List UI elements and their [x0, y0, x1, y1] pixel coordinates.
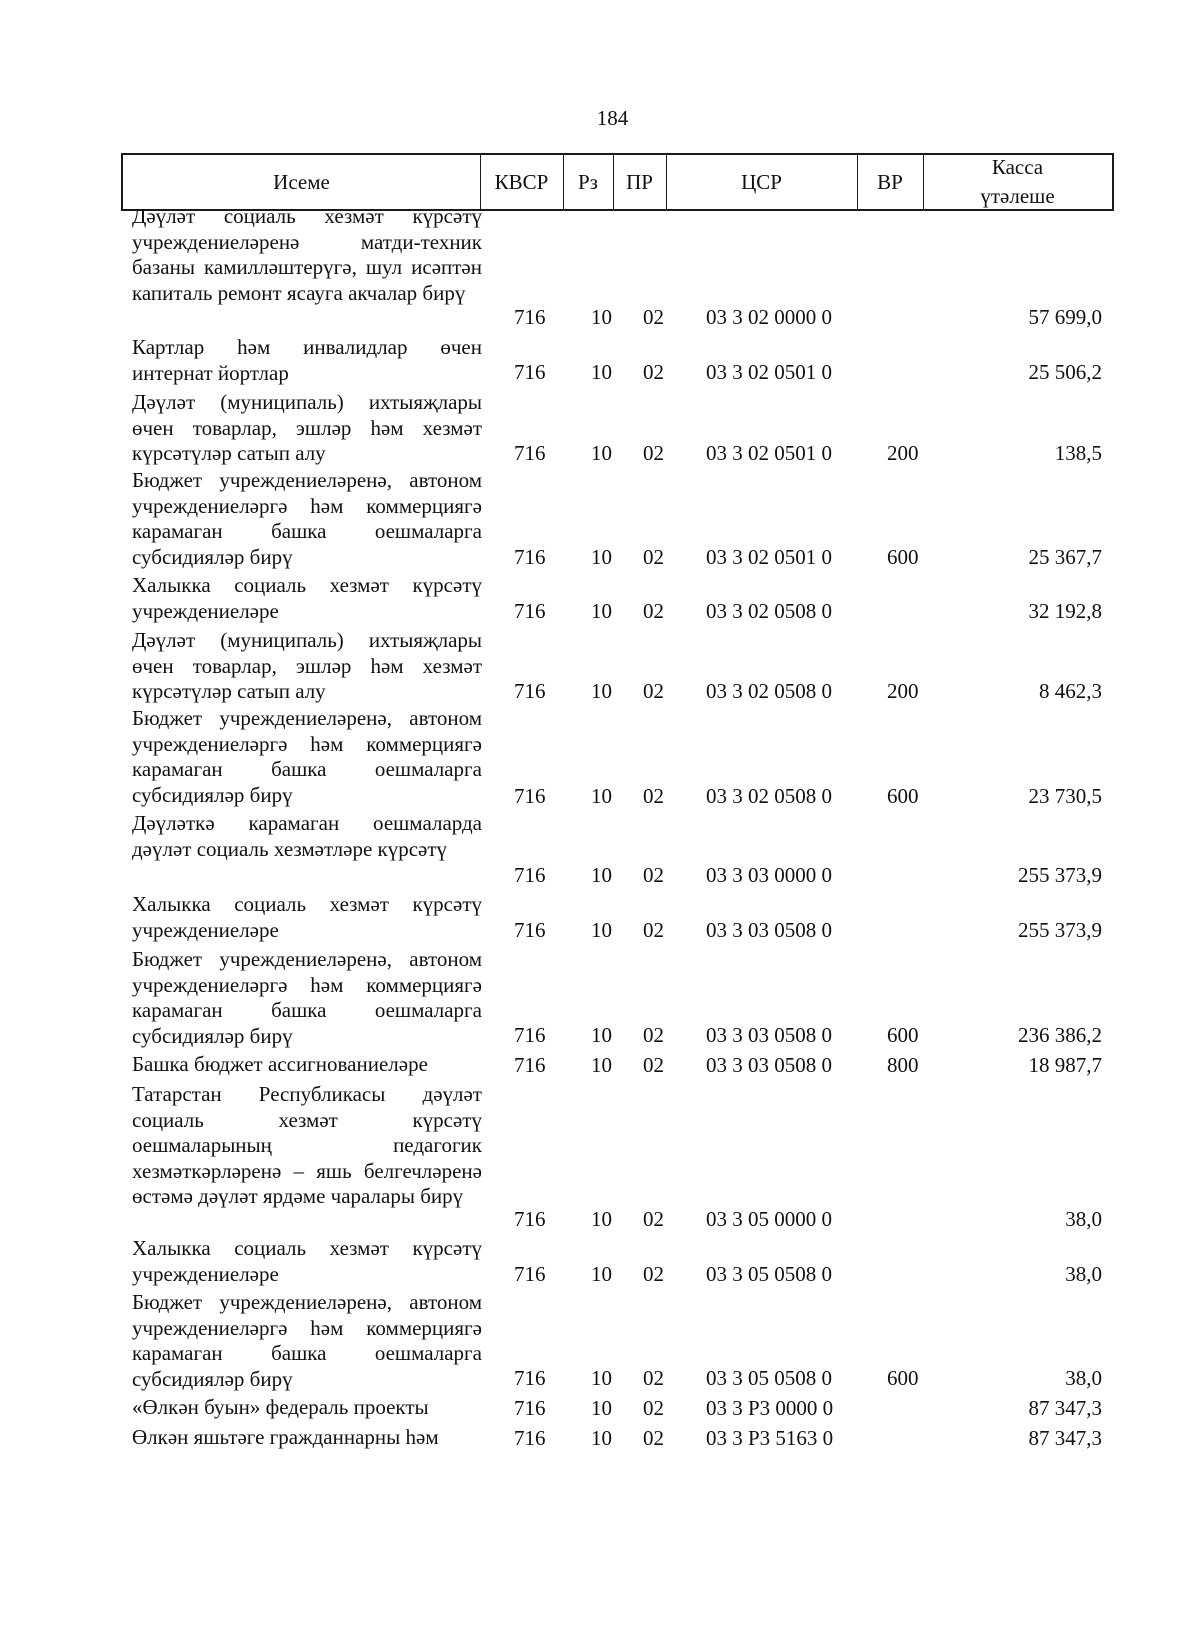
row-kvsr: 716: [514, 863, 546, 887]
row-csr: 03 3 P3 0000 0: [706, 1396, 834, 1420]
row-pr: 02: [643, 360, 664, 384]
row-kassa: 87 347,3: [1028, 1426, 1102, 1450]
row-pr: 02: [643, 599, 664, 623]
row-kassa: 23 730,5: [1028, 784, 1102, 808]
row-pr: 02: [643, 784, 664, 808]
row-kvsr: 716: [514, 545, 546, 569]
row-kassa: 38,0: [1065, 1207, 1102, 1231]
row-name: Бюджет учреждениеләренә, автоном учреждениеләргә һәм коммерциягә карамаган башка оешмаларга субсидияләр бирү: [132, 706, 482, 807]
header-kassa-line2: үтәлеше: [980, 184, 1055, 208]
row-kvsr: 716: [514, 360, 546, 384]
row-kvsr: 716: [514, 1053, 546, 1077]
row-kvsr: 716: [514, 784, 546, 808]
row-pr: 02: [643, 441, 664, 465]
row-csr: 03 3 02 0508 0: [706, 679, 832, 703]
row-kassa: 25 367,7: [1028, 545, 1102, 569]
row-rz: 10: [591, 1262, 612, 1286]
row-vr: 600: [887, 545, 919, 569]
header-csr: ЦСР: [741, 169, 782, 194]
header-vr: ВР: [877, 169, 903, 194]
row-kvsr: 716: [514, 1396, 546, 1420]
row-rz: 10: [591, 918, 612, 942]
row-csr: 03 3 05 0508 0: [706, 1262, 832, 1286]
row-name: Халыкка социаль хезмәт күрсәтү учреждениеләре: [132, 892, 482, 942]
row-kassa: 236 386,2: [1018, 1023, 1102, 1047]
row-csr: 03 3 02 0501 0: [706, 441, 832, 465]
row-kvsr: 716: [514, 918, 546, 942]
row-pr: 02: [643, 1396, 664, 1420]
row-csr: 03 3 03 0508 0: [706, 918, 832, 942]
row-csr: 03 3 05 0508 0: [706, 1366, 832, 1390]
row-csr: 03 3 02 0508 0: [706, 599, 832, 623]
row-name: Халыкка социаль хезмәт күрсәтү учреждениеләре: [132, 1236, 482, 1286]
row-vr: 200: [887, 679, 919, 703]
row-kassa: 25 506,2: [1028, 360, 1102, 384]
row-csr: 03 3 03 0508 0: [706, 1053, 832, 1077]
row-name: Өлкән яшьтәге гражданнарны һәм: [132, 1425, 439, 1449]
row-kvsr: 716: [514, 441, 546, 465]
row-csr: 03 3 02 0501 0: [706, 545, 832, 569]
header-rz: Рз: [578, 169, 598, 194]
row-kassa: 38,0: [1065, 1366, 1102, 1390]
row-name: Бюджет учреждениеләренә, автоном учреждениеләргә һәм коммерциягә карамаган башка оешмаларга субсидияләр бирү: [132, 1290, 482, 1391]
row-kvsr: 716: [514, 1207, 546, 1231]
row-pr: 02: [643, 918, 664, 942]
row-pr: 02: [643, 1426, 664, 1450]
row-name: Бюджет учреждениеләренә, автоном учреждениеләргә һәм коммерциягә карамаган башка оешмаларга субсидияләр бирү: [132, 468, 482, 569]
row-kvsr: 716: [514, 1023, 546, 1047]
row-kassa: 87 347,3: [1028, 1396, 1102, 1420]
row-pr: 02: [643, 1053, 664, 1077]
row-kassa: 8 462,3: [1039, 679, 1102, 703]
row-vr: 600: [887, 1366, 919, 1390]
row-kassa: 255 373,9: [1018, 918, 1102, 942]
row-rz: 10: [591, 599, 612, 623]
row-rz: 10: [591, 1396, 612, 1420]
row-rz: 10: [591, 679, 612, 703]
row-name: «Өлкән буын» федераль проекты: [132, 1395, 429, 1419]
row-rz: 10: [591, 441, 612, 465]
row-rz: 10: [591, 1207, 612, 1231]
row-vr: 600: [887, 1023, 919, 1047]
row-kvsr: 716: [514, 1262, 546, 1286]
row-vr: 800: [887, 1053, 919, 1077]
header-kvsr: КВСР: [494, 169, 549, 194]
row-pr: 02: [643, 863, 664, 887]
header-kassa-line1: Касса: [991, 155, 1044, 179]
row-rz: 10: [591, 784, 612, 808]
row-name: Дәүләткә карамаган оешмаларда дәүләт социаль хезмәтләре күрсәтү: [132, 811, 482, 861]
table-header: [121, 153, 1114, 211]
row-rz: 10: [591, 1366, 612, 1390]
row-pr: 02: [643, 1262, 664, 1286]
row-csr: 03 3 05 0000 0: [706, 1207, 832, 1231]
row-pr: 02: [643, 679, 664, 703]
row-rz: 10: [591, 863, 612, 887]
row-csr: 03 3 P3 5163 0: [706, 1426, 834, 1450]
row-name: Бюджет учреждениеләренә, автоном учреждениеләргә һәм коммерциягә карамаган башка оешмаларга субсидияләр бирү: [132, 947, 482, 1048]
header-name: Исеме: [273, 169, 330, 194]
row-rz: 10: [591, 305, 612, 329]
row-csr: 03 3 02 0508 0: [706, 784, 832, 808]
row-rz: 10: [591, 1053, 612, 1077]
row-name: Дәүләт (муниципаль) ихтыяҗлары өчен товарлар, эшләр һәм хезмәт күрсәтүләр сатып алу: [132, 390, 482, 465]
row-rz: 10: [591, 1023, 612, 1047]
row-name: Татарстан Республикасы дәүләт социаль хезмәт күрсәтү оешмаларының педагогик хезмәткәрләренә – яшь белгечләренә өстәмә дәүләт ярдәме чаралары бирү: [132, 1082, 482, 1208]
header-kassa: [923, 155, 1112, 209]
row-vr: 200: [887, 441, 919, 465]
row-vr: 600: [887, 784, 919, 808]
row-csr: 03 3 02 0501 0: [706, 360, 832, 384]
row-csr: 03 3 03 0508 0: [706, 1023, 832, 1047]
row-pr: 02: [643, 545, 664, 569]
row-kassa: 57 699,0: [1028, 305, 1102, 329]
row-name: Дәүләт (муниципаль) ихтыяҗлары өчен товарлар, эшләр һәм хезмәт күрсәтүләр сатып алу: [132, 628, 482, 703]
row-kassa: 18 987,7: [1028, 1053, 1102, 1077]
header-pr: ПР: [626, 169, 653, 194]
row-rz: 10: [591, 545, 612, 569]
row-kvsr: 716: [514, 679, 546, 703]
row-kvsr: 716: [514, 1366, 546, 1390]
row-kassa: 38,0: [1065, 1262, 1102, 1286]
row-pr: 02: [643, 1023, 664, 1047]
row-kvsr: 716: [514, 1426, 546, 1450]
row-pr: 02: [643, 1207, 664, 1231]
row-kassa: 32 192,8: [1028, 599, 1102, 623]
row-name: Дәүләт социаль хезмәт күрсәтү учреждениеләренә матди-техник базаны камилләштерүгә, шул исәптән капиталь ремонт ясауга акчалар бирү: [132, 204, 482, 305]
row-rz: 10: [591, 1426, 612, 1450]
row-kassa: 138,5: [1054, 441, 1102, 465]
row-csr: 03 3 02 0000 0: [706, 305, 832, 329]
row-kvsr: 716: [514, 305, 546, 329]
row-name: Халыкка социаль хезмәт күрсәтү учреждениеләре: [132, 573, 482, 623]
row-csr: 03 3 03 0000 0: [706, 863, 832, 887]
page-number: 184: [596, 106, 629, 130]
row-rz: 10: [591, 360, 612, 384]
row-kvsr: 716: [514, 599, 546, 623]
row-name: Башка бюджет ассигнованиеләре: [132, 1052, 428, 1076]
row-pr: 02: [643, 1366, 664, 1390]
row-kassa: 255 373,9: [1018, 863, 1102, 887]
row-name: Картлар һәм инвалидлар өчен интернат йортлар: [132, 335, 482, 385]
row-pr: 02: [643, 305, 664, 329]
